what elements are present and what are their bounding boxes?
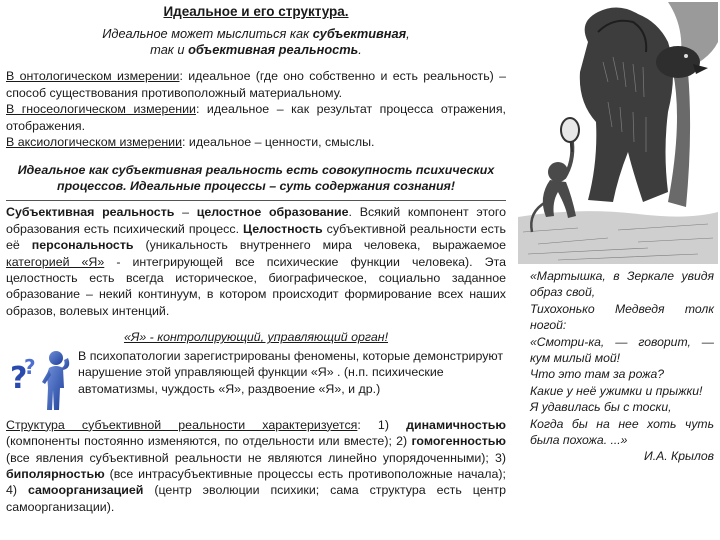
ego-block <box>6 348 506 414</box>
text-run: : 1) <box>357 417 407 432</box>
krylov-fable-excerpt <box>530 268 714 465</box>
svg-text:?: ? <box>10 360 28 396</box>
ego-category-link: категорией «Я» <box>6 254 105 269</box>
bear-and-monkey-illustration <box>518 2 718 264</box>
poem-line: «Смотри-ка, — говорит, — кум милый мой! <box>530 334 714 366</box>
bold-term: Целостность <box>243 221 323 236</box>
subtitle <box>6 26 506 58</box>
divider <box>6 200 506 201</box>
subtitle-bold: объективная реальность <box>188 42 359 58</box>
text-run: субъективной реальности есть её <box>6 221 506 253</box>
page-title: Идеальное и его структура. <box>163 4 349 19</box>
text-run: (все интрасубъективные процессы есть противоположные начала); 4) <box>6 466 506 498</box>
dimensions-paragraph <box>6 68 506 150</box>
bold-term: самоорганизацией <box>27 483 144 498</box>
subjective-reality-paragraph <box>6 204 506 319</box>
text-run: (центр эволюции психики; сама структура есть центр самоорганизации). <box>6 483 506 514</box>
bold-term: гомогенностью <box>411 434 506 449</box>
bold-term: целостное образование <box>196 205 349 220</box>
subtitle-part: . <box>358 42 362 58</box>
poem-line: Тихохонько Медведя толк ногой: <box>530 301 714 333</box>
dimension-axiological-text: : идеальное – ценности, смыслы. <box>182 135 375 150</box>
dimension-gnoseological-label: В гносеологическом измерении <box>6 102 196 117</box>
confused-figure-icon <box>6 348 78 414</box>
dimension-axiological-label: В аксиологическом измерении <box>6 135 183 150</box>
text-run: (уникальность внутреннего мира человека, выражаемое <box>133 238 506 253</box>
structure-label: Структура субъективной реальности характеризуется <box>6 417 358 432</box>
bold-term: персональность <box>31 238 134 253</box>
dimension-gnoseological-text: : идеальное – как результат процесса отражения, отображения. <box>6 102 506 133</box>
thesis-statement: Идеальное как субъективная реальность есть совокупность психических процессов. Идеальные процессы – суть содержания сознания! <box>17 163 495 194</box>
poem-line: Что это там за рожа? <box>530 367 665 382</box>
subtitle-part: Идеальное может мыслиться как <box>102 26 313 42</box>
structure-paragraph <box>6 417 506 515</box>
text-run: (все явления субъективной реальности не являются линейно упорядоченными); 3) <box>6 450 506 465</box>
main-text-column <box>6 2 506 515</box>
poem-line: Я удавилась бы с тоски, <box>530 400 672 415</box>
ego-heading: «Я» - контролирующий, управляющий орган! <box>123 330 389 345</box>
poem-author: И.А. Крылов <box>644 449 714 464</box>
bold-term: динамичностью <box>406 417 506 432</box>
text-run: (компоненты постоянно изменяются, по отдельности или вместе); 2) <box>6 434 412 449</box>
subtitle-part: так и <box>150 42 189 58</box>
subtitle-part: , <box>406 26 410 42</box>
poem-line: Какие у неё ужимки и прыжки! <box>530 383 703 398</box>
text-run: . Всякий компонент этого образования есть психический процесс. <box>6 205 507 236</box>
bold-term: Субъективная реальность <box>6 205 175 220</box>
text-run: - интегрирующей все психические функции человека). Эта целостность есть всегда историческое, биографическое, социально заданное образование – некий континуум, в котором происходит формирование всех наших образов, волевых интенций. <box>6 254 506 318</box>
svg-text:?: ? <box>24 354 36 379</box>
ego-description: В психопатологии зарегистрированы феномены, которые демонстрируют нарушение этой управляющей функции «Я» . (н.п. психические автоматизмы, чуждость «Я», раздвоение «Я», и др.) <box>78 348 504 396</box>
dimension-ontological-label: В онтологическом измерении <box>6 69 180 84</box>
bold-term: биполярностью <box>6 466 105 481</box>
dimension-ontological-text: : идеальное (где оно собственно и есть реальность) – способ существования противоположный материальному. <box>6 69 506 100</box>
poem-line: Когда бы на нее хоть чуть была похожа. ...» <box>530 416 714 448</box>
text-run: – <box>174 205 197 220</box>
subtitle-bold: субъективная <box>312 26 407 42</box>
poem-line: «Мартышка, в Зеркале увидя образ свой, <box>530 269 714 300</box>
